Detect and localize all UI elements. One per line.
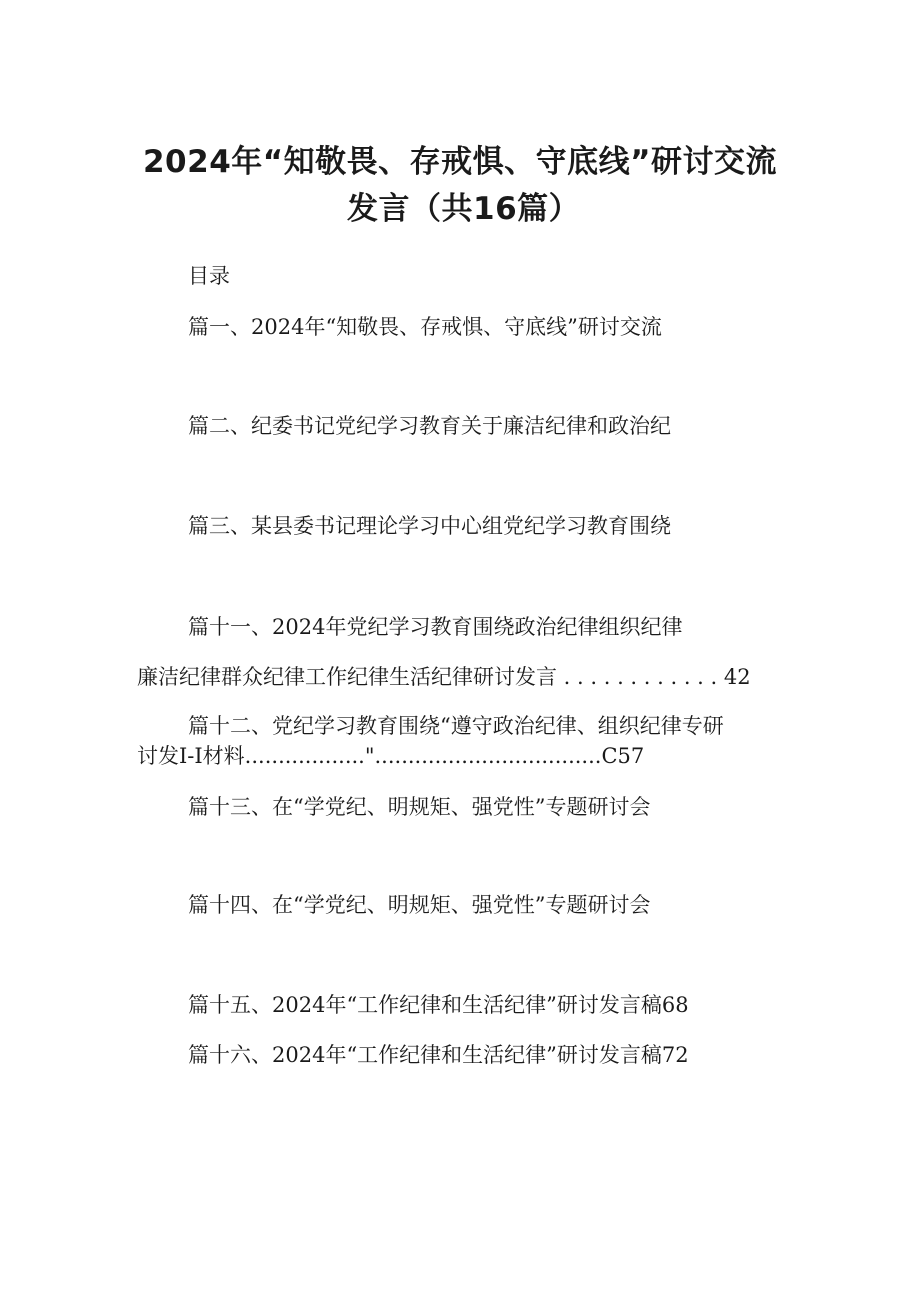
toc-entry-12: 篇十二、党纪学习教育围绕“遵守政治纪律、组织纪律专研 [188, 714, 724, 738]
toc-entry-15: 篇十五、2024年“工作纪律和生活纪律”研讨发言稿68 [188, 993, 689, 1017]
toc-entry-1: 篇一、2024年“知敬畏、存戒惧、守底线”研讨交流 [188, 315, 662, 339]
toc-entry-11: 篇十一、2024年党纪学习教育围绕政治纪律组织纪律 [188, 615, 683, 639]
toc-entry-12-continuation: 讨发I-I材料.................."..................................C57 [137, 744, 645, 768]
toc-entry-11-continuation: 廉洁纪律群众纪律工作纪律生活纪律研讨发言 . . . . . . . . . . . . 42 [137, 665, 751, 689]
toc-entry-16: 篇十六、2024年“工作纪律和生活纪律”研讨发言稿72 [188, 1043, 689, 1067]
document-title-line-1: 2024年“知敬畏、存戒惧、守底线”研讨交流 [142, 144, 778, 180]
toc-entry-14: 篇十四、在“学党纪、明规矩、强党性”专题研讨会 [188, 893, 651, 917]
toc-entry-3: 篇三、某县委书记理论学习中心组党纪学习教育围绕 [188, 514, 671, 538]
toc-entry-13: 篇十三、在“学党纪、明规矩、强党性”专题研讨会 [188, 795, 651, 819]
toc-entry-2: 篇二、纪委书记党纪学习教育关于廉洁纪律和政治纪 [188, 414, 671, 438]
toc-heading: 目录 [188, 264, 230, 288]
document-title-line-2: 发言（共16篇） [347, 191, 581, 227]
